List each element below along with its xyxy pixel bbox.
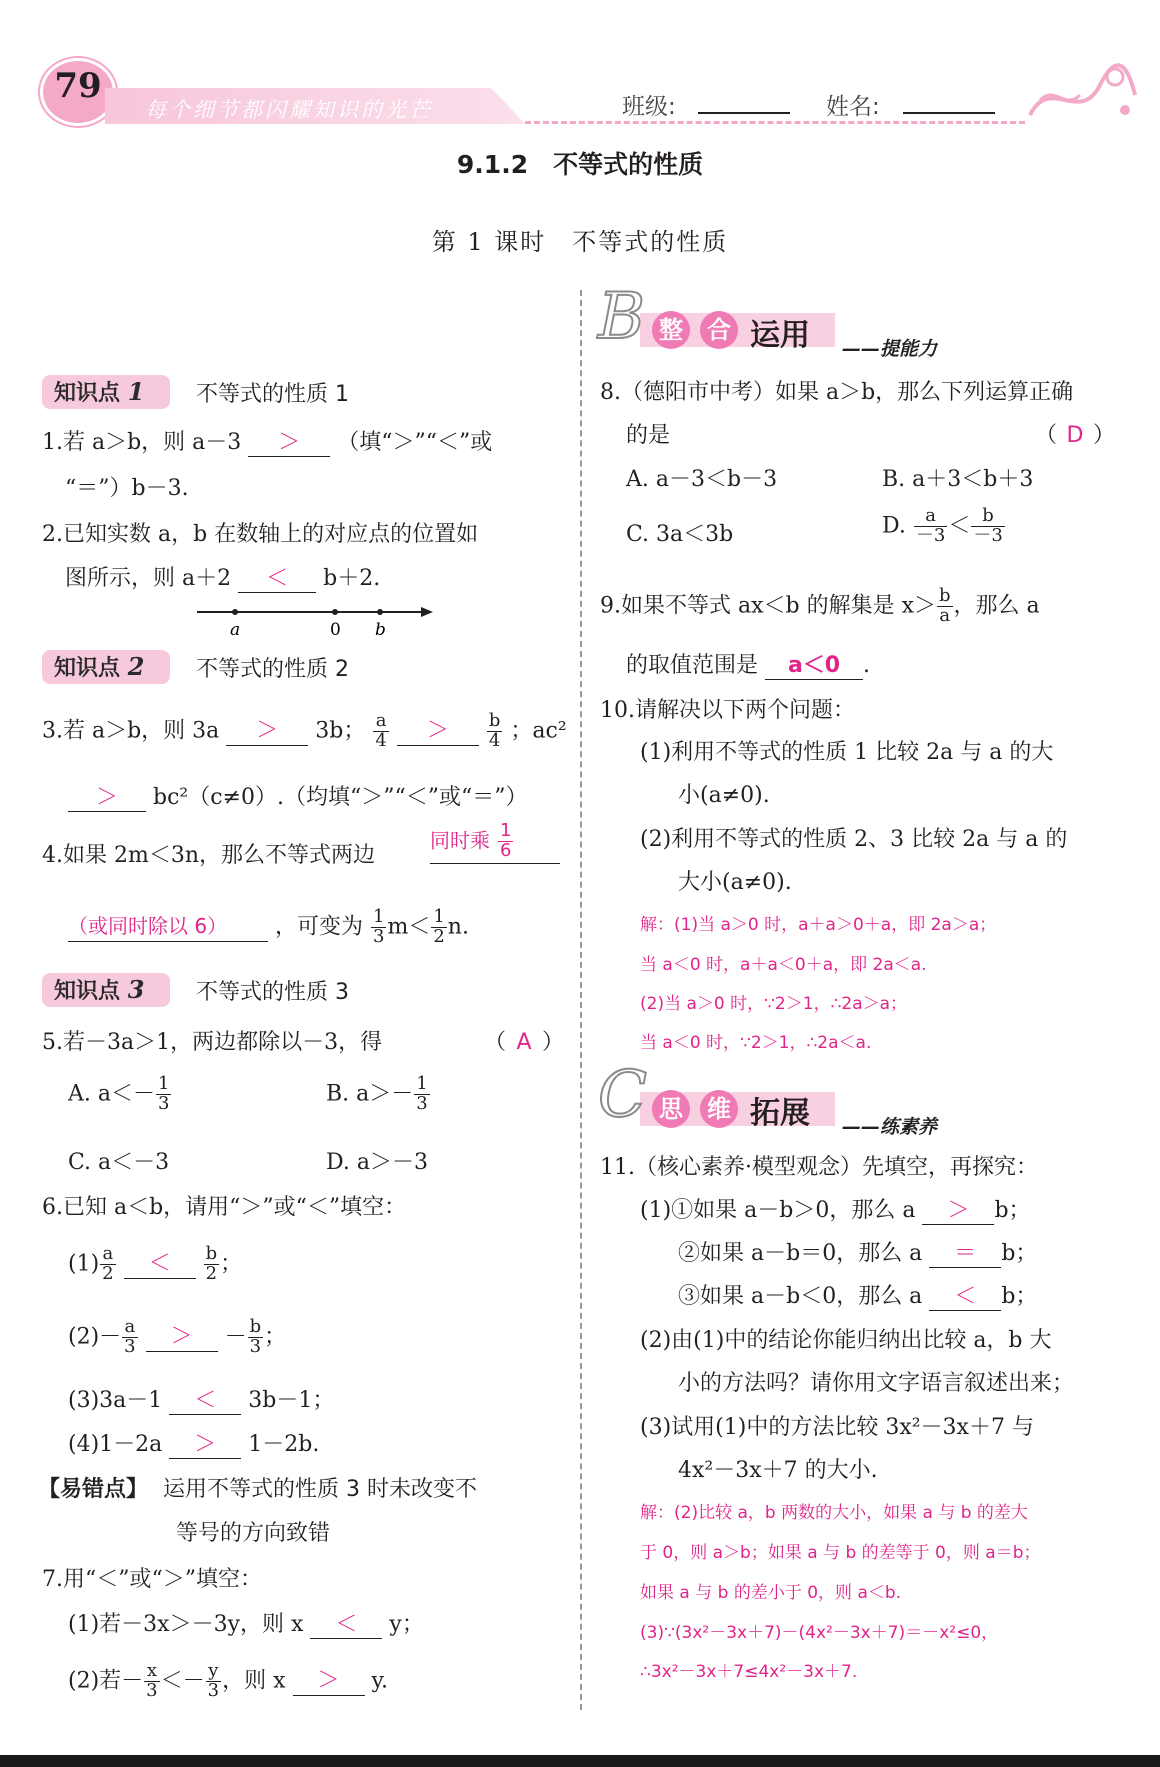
name-input[interactable] — [903, 112, 995, 114]
q8-option-d[interactable]: D. $\frac{a}{-3}$ ＜ $\frac{b}{-3}$ — [882, 505, 1003, 546]
q2-answer-blank[interactable]: ＜ — [238, 566, 316, 593]
number-line — [195, 600, 435, 640]
q3-answer-blank-1[interactable]: ＞ — [226, 718, 308, 745]
q10-solution-1: 解：(1)当 a＞0 时，a＋a＞0＋a，即 2a＞a； — [640, 915, 997, 935]
knowledge-point-2-badge: 知识点 2 — [42, 650, 170, 684]
q10-solution-2: 当 a＜0 时，a＋a＜0＋a，即 2a＜a. — [640, 955, 927, 975]
section-c-char-1: 思 — [652, 1090, 690, 1128]
q4-answer-2[interactable]: （或同时除以 6） — [68, 914, 268, 941]
q11-solution-4: (3)∵(3x²－3x＋7)－(4x²－3x＋7)＝－x²≤0， — [640, 1623, 999, 1643]
lesson-title: 9.1.2 不等式的性质 — [456, 150, 704, 179]
q8-option-c[interactable]: C. 3a＜3b — [626, 522, 734, 547]
class-input[interactable] — [698, 112, 790, 114]
question-3: 3.若 a＞b，则 3a ＞ 3b； $\frac{a}{4}$ ＞ $\frac{b}{4}$ ；ac² — [42, 710, 567, 751]
section-b-char-2: 合 — [700, 311, 738, 349]
section-b-char-1: 整 — [652, 311, 690, 349]
question-4-cont: （或同时除以 6） ，可变为 $\frac{1}{3}$ m＜ $\frac{1}{2}$ n. — [68, 906, 469, 947]
q11-step-1: (1)①如果 a－b＞0，那么 a ＞ b； — [640, 1193, 1031, 1225]
section-c-char-2: 维 — [700, 1090, 738, 1128]
q5-option-a[interactable]: A. a＜－ $\frac{1}{3}$ — [68, 1073, 170, 1114]
name-label: 姓名: — [826, 94, 880, 120]
question-11: 11.（核心素养·模型观念）先填空，再探究： — [600, 1155, 1038, 1180]
section-c-letter: C — [598, 1058, 647, 1132]
q11-step-3: ③如果 a－b＜0，那么 a ＜ b； — [678, 1279, 1037, 1311]
question-9: 9.如果不等式 ax＜b 的解集是 x＞ $\frac{b}{a}$ ，那么 a — [600, 585, 1040, 626]
q10-part-1-cont: 小(a≠0). — [678, 783, 770, 808]
class-label: 班级: — [622, 94, 676, 120]
q7-part-2: (2)若－ $\frac{x}{3}$ ＜－ $\frac{y}{3}$ ，则 x ＞ y. — [68, 1660, 388, 1701]
question-3-cont: ＞ bc²（c≠0）.（均填“＞”“＜”或“＝”） — [68, 780, 527, 812]
section-c-subtitle: ——练素养 — [842, 1116, 938, 1138]
error-prone-point-cont: 等号的方向致错 — [176, 1521, 331, 1546]
q6-part-4: (4)1－2a ＞ 1－2b. — [68, 1427, 319, 1459]
q3-answer-blank-2[interactable]: ＞ — [397, 718, 479, 745]
bottom-edge — [0, 1755, 1160, 1767]
section-b-subtitle: ——提能力 — [842, 338, 938, 360]
q6-part-3: (3)3a－1 ＜ 3b－1； — [68, 1383, 334, 1415]
question-8: 8.（德阳市中考）如果 a＞b，那么下列运算正确 — [600, 380, 1074, 405]
question-2-cont: 图所示，则 a＋2 ＜ b＋2. — [65, 561, 380, 593]
question-2: 2.已知实数 a，b 在数轴上的对应点的位置如 — [42, 522, 479, 547]
q6-2-answer[interactable]: ＞ — [146, 1324, 218, 1351]
header-dash — [525, 121, 1025, 124]
knowledge-point-3-badge: 知识点 3 — [42, 973, 170, 1007]
q6-part-1: (1) $\frac{a}{2}$ ＜ $\frac{b}{2}$ ； — [68, 1243, 243, 1284]
q11-solution-3: 如果 a 与 b 的差小于 0，则 a＜b. — [640, 1583, 902, 1603]
number-line-a: a — [230, 620, 241, 640]
page-number: 79 — [54, 66, 102, 106]
q11-solution-2: 于 0，则 a＞b；如果 a 与 b 的差等于 0，则 a＝b； — [640, 1543, 1041, 1563]
question-4: 4.如果 2m＜3n，那么不等式两边 — [42, 843, 376, 868]
q11-part-2: (2)由(1)中的结论你能归纳出比较 a，b 大 — [640, 1328, 1052, 1353]
q11-solution-1: 解：(2)比较 a，b 两数的大小，如果 a 与 b 的差大 — [640, 1503, 1028, 1523]
question-6: 6.已知 a＜b，请用“＞”或“＜”填空： — [42, 1195, 407, 1220]
q11-answer-2[interactable]: ＝ — [929, 1241, 1001, 1268]
q5-option-c[interactable]: C. a＜－3 — [68, 1150, 170, 1175]
error-prone-point: 【易错点】 运用不等式的性质 3 时未改变不 — [38, 1477, 477, 1502]
knowledge-point-1-badge: 知识点 1 — [42, 375, 170, 409]
q11-part-2-cont: 小的方法吗？请你用文字语言叙述出来； — [678, 1371, 1075, 1396]
q6-part-2: (2)－ $\frac{a}{3}$ ＞ － $\frac{b}{3}$ ； — [68, 1316, 287, 1357]
section-b-title: 运用 — [750, 318, 810, 353]
q5-option-b[interactable]: B. a＞－ $\frac{1}{3}$ — [326, 1073, 428, 1114]
q11-step-2: ②如果 a－b＝0，那么 a ＝ b； — [678, 1236, 1037, 1268]
q11-solution-5: ∴3x²－3x＋7≤4x²－3x＋7. — [640, 1662, 858, 1682]
number-line-b: b — [375, 620, 386, 640]
q10-solution-4: 当 a＜0 时，∵2＞1，∴2a＜a. — [640, 1033, 872, 1053]
column-divider — [580, 290, 582, 1710]
number-line-zero: 0 — [330, 620, 341, 640]
section-b-letter: B — [598, 280, 646, 354]
knowledge-point-1-title: 不等式的性质 1 — [196, 382, 349, 407]
q4-answer-1[interactable]: 同时乘 $\frac{1}{6}$ — [430, 822, 560, 864]
question-5: 5.若－3a＞1，两边都除以－3，得 — [42, 1030, 383, 1055]
q10-solution-3: (2)当 a＞0 时，∵2＞1，∴2a＞a； — [640, 994, 908, 1014]
q7-1-answer[interactable]: ＜ — [310, 1612, 382, 1639]
q11-answer-3[interactable]: ＜ — [929, 1284, 1001, 1311]
q11-part-3: (3)试用(1)中的方法比较 3x²－3x＋7 与 — [640, 1415, 1034, 1440]
question-8-cont: 的是 — [626, 423, 671, 448]
knowledge-point-2-title: 不等式的性质 2 — [196, 657, 349, 682]
question-10: 10.请解决以下两个问题： — [600, 698, 855, 723]
slogan: 每个细节都闪耀知识的光芒 — [145, 98, 433, 122]
question-7: 7.用“＜”或“＞”填空： — [42, 1567, 262, 1592]
lesson-subtitle: 第 1 课时 不等式的性质 — [431, 228, 729, 256]
q10-part-2: (2)利用不等式的性质 2、3 比较 2a 与 a 的 — [640, 827, 1068, 852]
q6-3-answer[interactable]: ＜ — [169, 1388, 241, 1415]
q11-part-3-cont: 4x²－3x＋7 的大小. — [678, 1458, 878, 1483]
section-c-title: 拓展 — [750, 1096, 810, 1131]
q3-answer-blank-3[interactable]: ＞ — [68, 785, 146, 812]
question-1: 1.若 a＞b，则 a－3 ＞ （填“＞”“＜”或 — [42, 425, 492, 457]
q10-part-1: (1)利用不等式的性质 1 比较 2a 与 a 的大 — [640, 740, 1054, 765]
question-1-cont: “＝”）b－3. — [65, 476, 189, 501]
q11-answer-1[interactable]: ＞ — [922, 1198, 994, 1225]
q8-option-b[interactable]: B. a＋3＜b＋3 — [882, 467, 1034, 492]
q7-part-1: (1)若－3x＞－3y，则 x ＜ y； — [68, 1607, 424, 1639]
q9-answer-blank[interactable]: a＜0 — [765, 653, 863, 680]
question-9-cont: 的取值范围是 a＜0 . — [626, 648, 870, 680]
q5-answer: （ A ） — [484, 1030, 565, 1055]
q8-option-a[interactable]: A. a－3＜b－3 — [626, 467, 778, 492]
flourish-ornament — [1020, 55, 1140, 130]
knowledge-point-3-title: 不等式的性质 3 — [196, 980, 349, 1005]
q6-1-answer[interactable]: ＜ — [124, 1251, 196, 1278]
q5-option-d[interactable]: D. a＞－3 — [326, 1150, 428, 1175]
q1-answer-blank[interactable]: ＞ — [248, 430, 330, 457]
q7-2-answer[interactable]: ＞ — [293, 1668, 365, 1695]
q8-answer: （ D ） — [1035, 423, 1116, 448]
q10-part-2-cont: 大小(a≠0). — [678, 870, 792, 895]
q6-4-answer[interactable]: ＞ — [169, 1432, 241, 1459]
